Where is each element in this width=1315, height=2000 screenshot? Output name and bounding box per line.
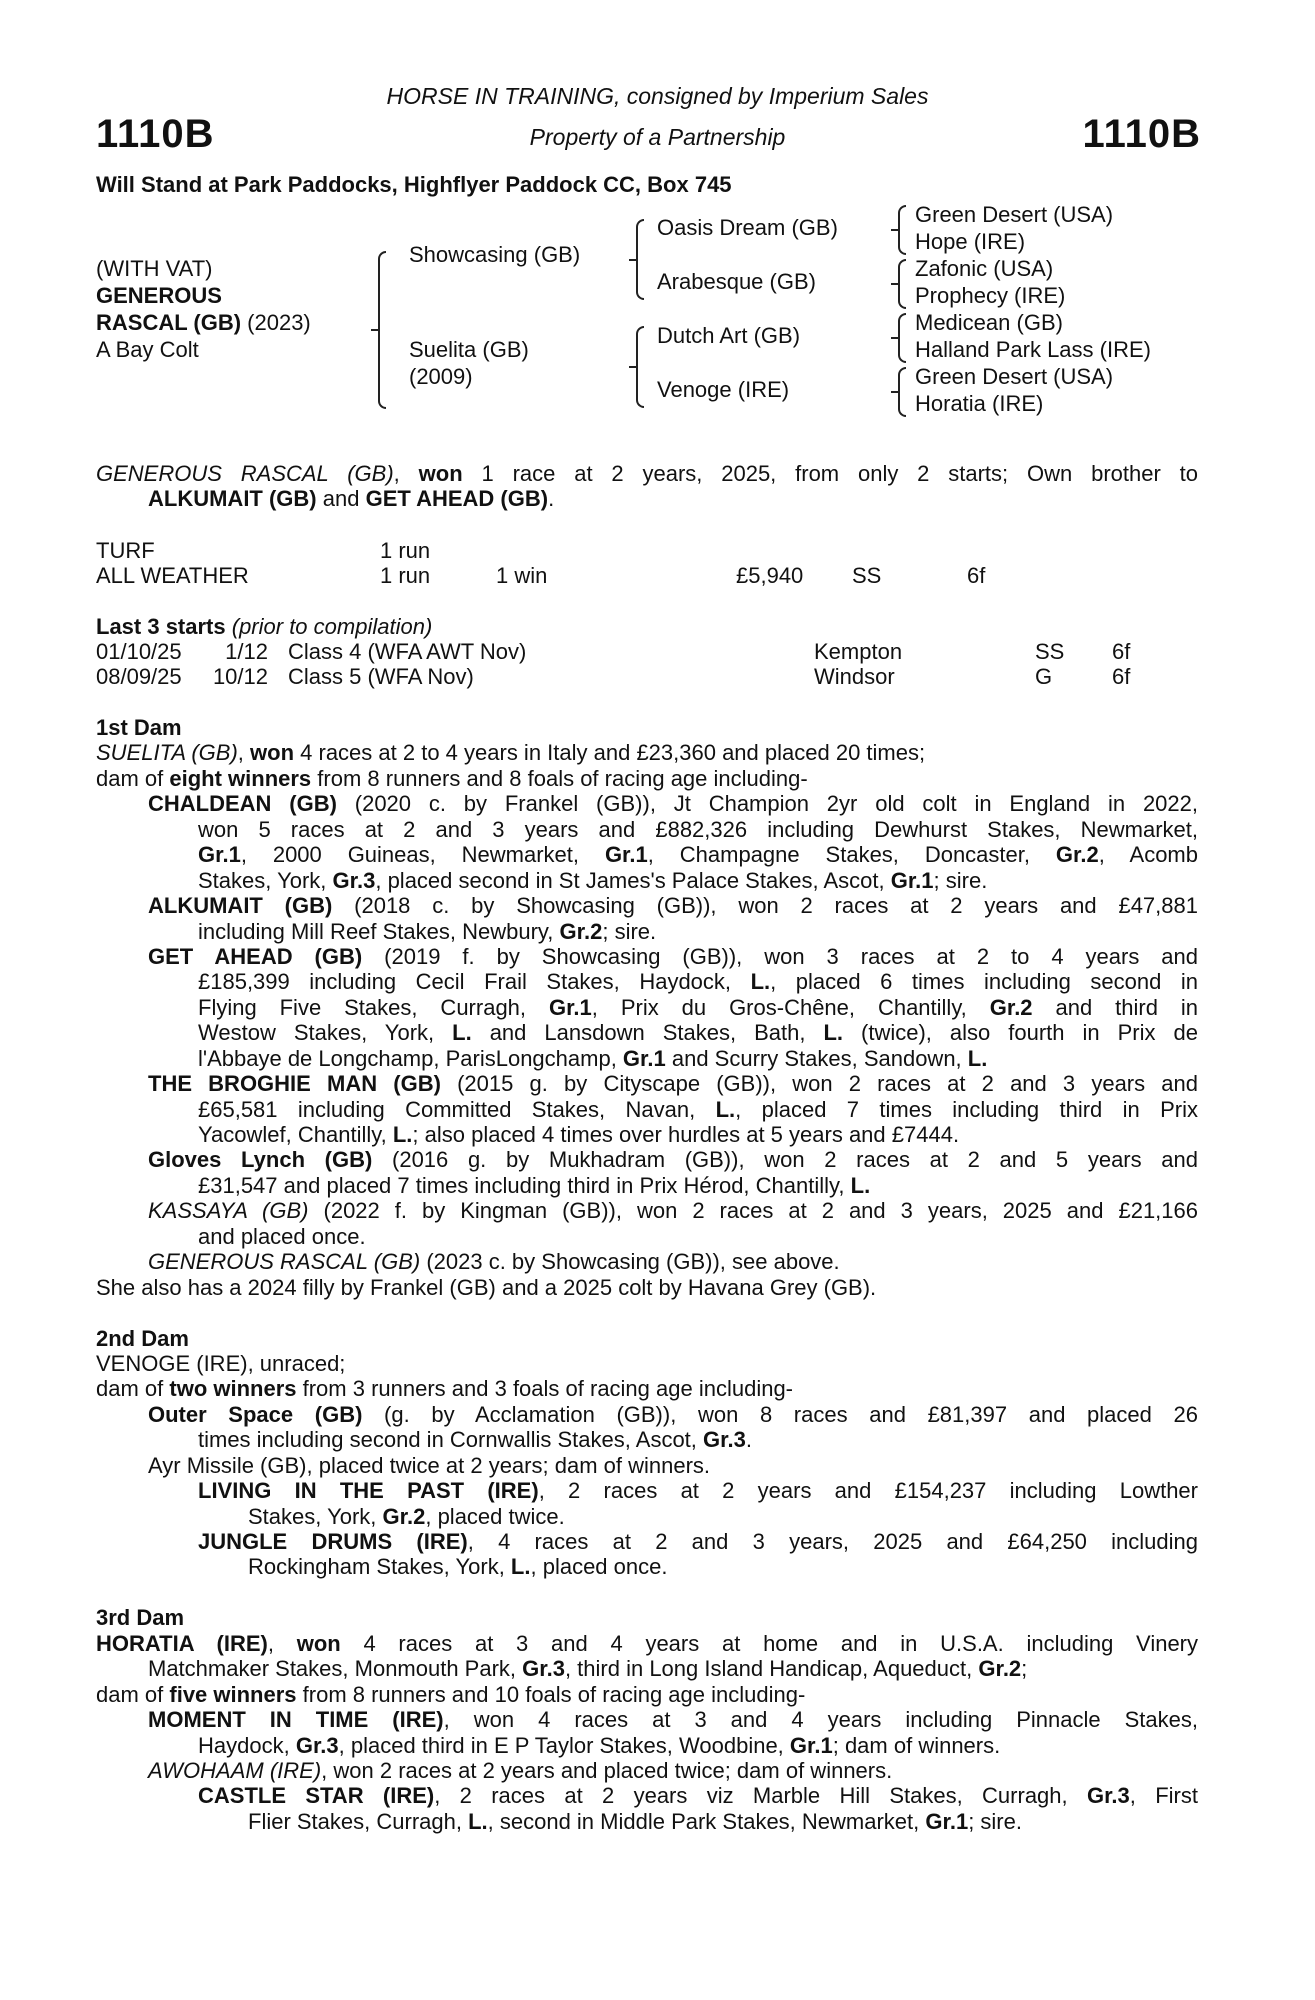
text-line — [96, 1783, 1198, 1808]
bold-text: L. — [850, 1172, 871, 1198]
text: times including second in Cornwallis Stakes, Ascot, — [198, 1427, 704, 1453]
ancestor-g4: Halland Park Lass (IRE) — [915, 337, 1151, 362]
text: £31,547 and placed 7 times including third in Prix Hérod, Chantilly, — [198, 1172, 851, 1198]
horse-name-line2-wrap — [96, 309, 311, 336]
section-heading — [96, 1326, 1198, 1351]
text: . — [745, 1427, 752, 1453]
bold-text: Gr.2 — [559, 918, 603, 944]
horse-year: (2023) — [247, 310, 311, 335]
text-line — [96, 1402, 1198, 1427]
bold-text: L. — [715, 1096, 736, 1122]
text: , 2000 Guineas, Newmarket, — [240, 842, 605, 868]
bold-text: MOMENT IN TIME (IRE) — [148, 1707, 444, 1733]
text: dam of — [96, 1376, 170, 1402]
last-starts-heading — [96, 614, 432, 640]
text: ; sire. — [968, 1808, 1022, 1834]
text-line — [96, 1529, 1198, 1554]
text: and third in — [1032, 994, 1198, 1020]
record-prize: £5,940 — [736, 563, 804, 588]
bold-text: Gr.2 — [978, 1656, 1022, 1682]
record-distance: 6f — [967, 563, 986, 588]
bold-text: Gr.3 — [1086, 1783, 1130, 1809]
text: , 2 races at 2 years and £154,237 including Lowther — [538, 1478, 1198, 1504]
text: , placed once. — [530, 1554, 668, 1580]
text: , won 2 races at 2 years and placed twice; dam of winners. — [321, 1757, 893, 1783]
ancestor-g4: Horatia (IRE) — [915, 391, 1044, 416]
bold-text: Gr.1 — [548, 994, 592, 1020]
text: , won 4 races at 3 and 4 years including Pinnacle Stakes, — [443, 1707, 1198, 1733]
text-line — [96, 1682, 1198, 1707]
text: , First — [1129, 1783, 1198, 1809]
record-runs: 1 run — [380, 563, 431, 588]
text: , placed 7 times including third in Prix — [735, 1096, 1199, 1122]
location-line: Will Stand at Park Paddocks, Highflyer Paddock CC, Box 745 — [96, 172, 732, 197]
bold-text: Gr.3 — [522, 1656, 565, 1682]
text: Westow Stakes, York, — [198, 1020, 453, 1046]
text-line — [96, 1122, 1198, 1147]
text: from 8 runners and 8 foals of racing age including- — [311, 765, 808, 791]
bold-text: CHALDEAN (GB) — [148, 791, 337, 817]
last-starts-note: (prior to compilation) — [231, 614, 433, 639]
bold-text: L. — [967, 1045, 988, 1071]
pedigree-brace — [636, 219, 644, 300]
text-line — [96, 944, 1198, 969]
bold-text: eight winners — [169, 765, 312, 791]
bold-text: GET AHEAD (GB) — [148, 943, 363, 969]
text: (twice), also fourth in Prix de — [843, 1020, 1198, 1046]
start-date: 01/10/25 — [96, 639, 182, 664]
bold-text: ALKUMAIT (GB) — [148, 486, 317, 512]
bold-text: Gr.1 — [604, 842, 648, 868]
ancestor-g4: Medicean (GB) — [915, 310, 1063, 335]
pedigree-brace — [898, 313, 906, 363]
text: , — [393, 461, 419, 486]
record-going: SS — [852, 563, 882, 588]
text: (g. by Acclamation (GB)), won 8 races and £81,397 and placed 26 — [362, 1401, 1198, 1427]
text-line — [96, 1376, 1198, 1401]
sire: Showcasing (GB) — [409, 242, 581, 267]
bold-text: Gloves Lynch (GB) — [148, 1147, 373, 1173]
text-line — [96, 1631, 1198, 1656]
text: from 8 runners and 10 foals of racing age including- — [296, 1681, 806, 1707]
italic-text: AWOHAAM (IRE) — [148, 1757, 322, 1783]
text-line — [96, 817, 1198, 842]
text: 4 races at 2 to 4 years in Italy and £23,360 and placed 20 times; — [294, 740, 926, 766]
ancestor-g4: Green Desert (USA) — [915, 364, 1114, 389]
text-line — [96, 1249, 1198, 1274]
bold-text: Gr.2 — [989, 994, 1033, 1020]
text: ; — [1021, 1656, 1028, 1682]
last-starts-title: Last 3 starts — [96, 614, 226, 639]
sire-sire: Oasis Dream (GB) — [657, 215, 838, 240]
text: dam of — [96, 765, 170, 791]
text-line — [96, 1173, 1198, 1198]
text: 4 races at 3 and 4 years at home and in U.S.A. including Vinery — [340, 1630, 1199, 1656]
text: , placed 6 times including second in — [770, 969, 1198, 995]
text: , placed second in St James's Palace Stakes, Ascot, — [375, 867, 891, 893]
text-line — [96, 1097, 1198, 1122]
text: Stakes, York, — [248, 1503, 383, 1529]
bold-text: LIVING IN THE PAST (IRE) — [198, 1478, 539, 1504]
start-date: 08/09/25 — [96, 664, 182, 689]
text: . — [548, 486, 555, 512]
race-summary — [96, 461, 1198, 512]
bold-text: Gr.1 — [890, 867, 934, 893]
text: dam of — [96, 1681, 170, 1707]
text-line — [96, 1758, 1198, 1783]
text: , placed third in E P Taylor Stakes, Woodbine, — [338, 1732, 790, 1758]
bold-text: GET AHEAD (GB) — [365, 486, 549, 512]
text: (2019 f. by Showcasing (GB)), won 3 races at 2 to 4 years and — [362, 943, 1198, 969]
text: and Scurry Stakes, Sandown, — [665, 1045, 968, 1071]
section-heading — [96, 715, 1198, 740]
pedigree-brace — [636, 326, 644, 408]
dam: Suelita (GB) — [409, 337, 529, 362]
text-line — [96, 969, 1198, 994]
consignor-line: HORSE IN TRAINING, consigned by Imperium Sales — [386, 83, 929, 109]
ancestor-g4: Green Desert (USA) — [915, 202, 1114, 227]
text-line — [96, 893, 1198, 918]
bold-text: won — [250, 740, 295, 766]
bold-text: THE BROGHIE MAN (GB) — [148, 1071, 441, 1097]
text: , Champagne Stakes, Doncaster, — [647, 842, 1056, 868]
horse-name-line1: GENEROUS — [96, 283, 222, 308]
record-surface: TURF — [96, 538, 155, 563]
bold-text: 1st Dam — [96, 715, 182, 740]
bold-text: L. — [392, 1122, 413, 1147]
lot-number-left: 1110B — [96, 112, 215, 156]
text-line — [96, 1504, 1198, 1529]
bold-text: five winners — [169, 1681, 297, 1707]
bold-text: Gr.3 — [295, 1732, 339, 1758]
text: , — [237, 740, 251, 766]
bold-text: ALKUMAIT (GB) — [148, 893, 333, 919]
text: Ayr Missile (GB), placed twice at 2 years; dam of winners. — [148, 1452, 711, 1478]
text-line — [96, 868, 1198, 893]
text-line — [96, 791, 1198, 816]
bold-text: Gr.1 — [622, 1045, 666, 1071]
text: , placed twice. — [425, 1503, 565, 1529]
ancestor-g4: Hope (IRE) — [915, 229, 1026, 254]
ancestor-g4: Zafonic (USA) — [915, 256, 1054, 281]
text: and — [316, 486, 366, 512]
horse-vat: (WITH VAT) — [96, 256, 213, 281]
text-line — [96, 1809, 1198, 1834]
italic-text: SUELITA (GB) — [96, 740, 238, 766]
bold-text: Gr.3 — [332, 867, 376, 893]
bold-text: CASTLE STAR (IRE) — [198, 1783, 435, 1809]
text: Flier Stakes, Curragh, — [248, 1808, 469, 1834]
text: and Lansdown Stakes, Bath, — [471, 1020, 824, 1046]
dam-dam: Venoge (IRE) — [657, 377, 790, 402]
bold-text: won — [418, 461, 463, 486]
text: including Mill Reef Stakes, Newbury, — [198, 918, 560, 944]
bold-text: Gr.1 — [925, 1808, 969, 1834]
horse-description: A Bay Colt — [96, 337, 199, 362]
text: Haydock, — [198, 1732, 296, 1758]
text: ; also placed 4 times over hurdles at 5 years and £7444. — [412, 1122, 960, 1147]
blank-line — [96, 1300, 1198, 1325]
bold-text: L. — [452, 1020, 472, 1046]
dam-year: (2009) — [409, 364, 473, 389]
bold-text: 3rd Dam — [96, 1605, 185, 1631]
text: ; dam of winners. — [832, 1732, 1001, 1758]
bold-text: Gr.3 — [703, 1427, 746, 1453]
text: (2022 f. by Kingman (GB)), won 2 races at 2 and 3 years, 2025 and £21,166 — [308, 1198, 1198, 1224]
text-line — [96, 1427, 1198, 1452]
bold-text: Gr.2 — [1055, 842, 1099, 868]
pedigree-brace — [898, 205, 906, 255]
text-line — [96, 1707, 1198, 1732]
text: , 4 races at 2 and 3 years, 2025 and £64,250 including — [467, 1529, 1198, 1554]
text-line — [96, 766, 1198, 791]
text: ; sire. — [602, 918, 657, 944]
bold-text: Gr.2 — [382, 1503, 426, 1529]
pedigree-brace — [378, 251, 386, 409]
text: won 5 races at 2 and 3 years and £882,326 including Dewhurst Stakes, Newmarket, — [198, 816, 1198, 842]
text-line — [96, 1198, 1198, 1223]
bold-text: L. — [510, 1554, 531, 1580]
text-line — [96, 995, 1198, 1020]
property-line: Property of a Partnership — [529, 124, 786, 150]
text: Stakes, York, — [198, 867, 333, 893]
text: , Acomb — [1098, 842, 1198, 868]
text: Flying Five Stakes, Curragh, — [198, 994, 549, 1020]
pedigree-brace — [898, 367, 906, 417]
italic-text: GENEROUS RASCAL (GB) — [96, 461, 394, 486]
text-line — [96, 1478, 1198, 1503]
bold-text: Gr.1 — [198, 842, 241, 868]
text: 1 race at 2 years, 2025, from only 2 starts; Own brother to — [462, 461, 1198, 486]
bold-text: Outer Space (GB) — [148, 1401, 363, 1427]
bold-text: JUNGLE DRUMS (IRE) — [198, 1529, 468, 1554]
text-line — [96, 1733, 1198, 1758]
text: and placed once. — [198, 1223, 366, 1249]
bold-text: L. — [823, 1020, 844, 1046]
ancestor-g4: Prophecy (IRE) — [915, 283, 1066, 308]
start-race: Class 4 (WFA AWT Nov) — [288, 639, 527, 664]
family-history — [96, 715, 1198, 1834]
text: (2018 c. by Showcasing (GB)), won 2 races at 2 years and £47,881 — [332, 893, 1198, 919]
text: from 3 runners and 3 foals of racing age including- — [296, 1376, 794, 1402]
sire-dam: Arabesque (GB) — [657, 269, 816, 294]
start-position: 10/12 — [212, 664, 268, 689]
text: (2016 g. by Mukhadram (GB)), won 2 races at 2 and 5 years and — [372, 1147, 1199, 1173]
record-wins: 1 win — [496, 563, 548, 588]
text-line — [96, 740, 1198, 765]
start-course: Windsor — [814, 664, 895, 689]
bold-text: two winners — [169, 1376, 297, 1402]
text: , — [267, 1630, 297, 1656]
text-line — [96, 1275, 1198, 1300]
text-line — [96, 1147, 1198, 1172]
text-line — [96, 461, 1198, 486]
text: (2015 g. by Cityscape (GB)), won 2 races at 2 and 3 years and — [440, 1071, 1199, 1097]
text: Rockingham Stakes, York, — [248, 1554, 511, 1580]
text-line — [96, 1020, 1198, 1045]
text-line — [96, 919, 1198, 944]
text: VENOGE (IRE), unraced; — [96, 1350, 346, 1376]
italic-text: KASSAYA (GB) — [148, 1198, 309, 1224]
dam-sire: Dutch Art (GB) — [657, 323, 801, 348]
bold-text: won — [296, 1630, 341, 1656]
bold-text: HORATIA (IRE) — [96, 1630, 268, 1656]
text: £65,581 including Committed Stakes, Navan, — [198, 1096, 716, 1122]
text: , second in Middle Park Stakes, Newmarket, — [487, 1808, 926, 1834]
bold-text: Gr.1 — [789, 1732, 833, 1758]
text: , Prix du Gros-Chêne, Chantilly, — [591, 994, 990, 1020]
text: £185,399 including Cecil Frail Stakes, Haydock, — [198, 969, 751, 995]
lot-number-right: 1110B — [1082, 112, 1201, 156]
text: (2023 c. by Showcasing (GB)), see above. — [420, 1249, 840, 1275]
record-surface: ALL WEATHER — [96, 563, 249, 588]
text-line — [96, 1554, 1198, 1579]
section-heading — [96, 1605, 1198, 1630]
horse-name-line2: RASCAL (GB) — [96, 310, 242, 335]
bold-text: 2nd Dam — [96, 1325, 189, 1351]
text-line — [96, 1656, 1198, 1681]
text: , 2 races at 2 years viz Marble Hill Stakes, Curragh, — [434, 1783, 1087, 1809]
text: Matchmaker Stakes, Monmouth Park, — [148, 1656, 523, 1682]
text: l'Abbaye de Longchamp, ParisLongchamp, — [198, 1045, 623, 1071]
text: Yacowlef, Chantilly, — [198, 1122, 393, 1147]
start-race: Class 5 (WFA Nov) — [288, 664, 474, 689]
text-line — [96, 1071, 1198, 1096]
bold-text: L. — [468, 1808, 488, 1834]
start-course: Kempton — [814, 639, 903, 664]
text-line — [96, 1453, 1198, 1478]
start-position: 1/12 — [225, 639, 268, 664]
text: (2020 c. by Frankel (GB)), Jt Champion 2yr old colt in England in 2022, — [336, 791, 1198, 817]
text-line — [96, 486, 1198, 511]
text: ; sire. — [933, 867, 988, 893]
blank-line — [96, 1580, 1198, 1605]
start-going: G — [1035, 664, 1053, 689]
text-line — [96, 1224, 1198, 1249]
record-runs: 1 run — [380, 538, 431, 563]
start-distance: 6f — [1112, 639, 1131, 664]
text-line — [96, 1351, 1198, 1376]
pedigree-brace — [898, 259, 906, 309]
text-line — [96, 842, 1198, 867]
start-going: SS — [1035, 639, 1065, 664]
bold-text: L. — [750, 969, 771, 995]
italic-text: GENEROUS RASCAL (GB) — [148, 1249, 421, 1275]
text: , third in Long Island Handicap, Aqueduct, — [564, 1656, 979, 1682]
text: She also has a 2024 filly by Frankel (GB) and a 2025 colt by Havana Grey (GB). — [96, 1274, 877, 1300]
start-distance: 6f — [1112, 664, 1131, 689]
text-line — [96, 1046, 1198, 1071]
